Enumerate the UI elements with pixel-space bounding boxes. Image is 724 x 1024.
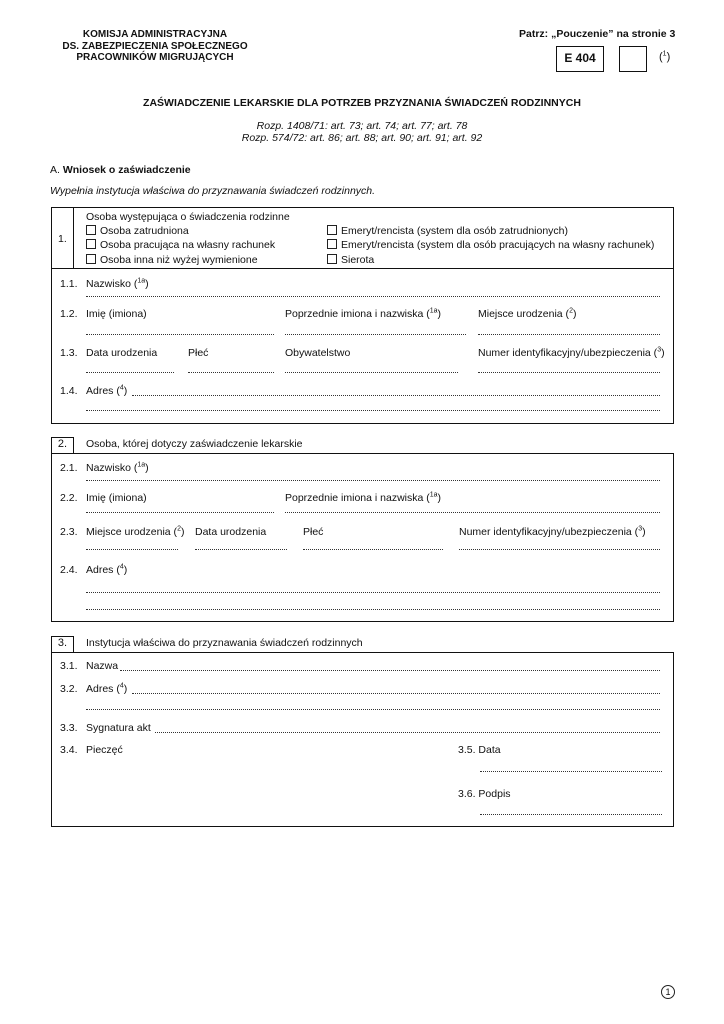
regulation-line-1: Rozp. 1408/71: art. 73; art. 74; art. 77; art. 78 bbox=[256, 120, 468, 132]
field-3-2-address-line-2[interactable] bbox=[86, 709, 660, 710]
field-1-2-number: 1.2. bbox=[60, 308, 78, 320]
form-code: E 404 bbox=[564, 51, 596, 65]
org-line-2: DS. ZABEZPIECZENIA SPOŁECZNEGO bbox=[62, 40, 248, 52]
field-1-1-number: 1.1. bbox=[60, 278, 78, 290]
field-2-3-sex-label: Płeć bbox=[303, 526, 324, 538]
field-1-3-birth-date-label: Data urodzenia bbox=[86, 347, 158, 359]
field-2-4-number: 2.4. bbox=[60, 564, 78, 576]
field-3-5-date-label: 3.5. Data bbox=[458, 744, 501, 756]
field-3-3-label: Sygnatura akt bbox=[86, 722, 151, 734]
field-1-4-number: 1.4. bbox=[60, 385, 78, 397]
form-code-box bbox=[556, 46, 604, 72]
checkbox[interactable] bbox=[327, 239, 337, 249]
field-2-3-birthplace-line[interactable] bbox=[86, 549, 178, 550]
field-3-6-signature-line[interactable] bbox=[480, 814, 662, 815]
part3-number: 3. bbox=[57, 637, 68, 649]
footnote-reference: ($^1$) bbox=[659, 50, 671, 63]
field-1-1-input-line[interactable] bbox=[86, 296, 660, 297]
field-2-4-label: Adres ($^4$) bbox=[86, 563, 128, 576]
checkbox[interactable] bbox=[86, 225, 96, 235]
field-2-4-address-line-2[interactable] bbox=[86, 609, 660, 610]
regulations bbox=[0, 120, 724, 144]
field-2-2-number: 2.2. bbox=[60, 492, 78, 504]
section-a-heading bbox=[50, 164, 191, 176]
field-1-2-birthplace-line[interactable] bbox=[478, 334, 660, 335]
part1-fields-box bbox=[51, 268, 674, 424]
part1-number: 1. bbox=[58, 233, 67, 245]
part1-checkbox-other[interactable] bbox=[86, 254, 258, 266]
section-a-instruction: Wypełnia instytucja właściwa do przyznawania świadczeń rodzinnych. bbox=[50, 185, 376, 197]
part1-number-divider bbox=[73, 207, 74, 269]
part2-number-box bbox=[51, 437, 74, 454]
field-3-3-number: 3.3. bbox=[60, 722, 78, 734]
field-2-1-label: Nazwisko ($^{1a}$) bbox=[86, 461, 149, 474]
field-1-1-label: Nazwisko ($^{1a}$) bbox=[86, 277, 149, 290]
field-1-4-address-line-1[interactable] bbox=[132, 395, 660, 396]
checkbox-label: Emeryt/rencista (system dla osób zatrudnionych) bbox=[341, 225, 569, 237]
part2-heading: Osoba, której dotyczy zaświadczenie lekarskie bbox=[86, 438, 303, 450]
checkbox[interactable] bbox=[327, 225, 337, 235]
field-2-3-birth-date-label: Data urodzenia bbox=[195, 526, 267, 538]
field-1-4-address-line-2[interactable] bbox=[86, 410, 660, 411]
field-2-1-number: 2.1. bbox=[60, 462, 78, 474]
part1-checkbox-employed[interactable] bbox=[86, 225, 189, 237]
field-1-2-previous-names-label: Poprzednie imiona i nazwiska ($^{1a}$) bbox=[285, 307, 442, 320]
field-3-5-date-line[interactable] bbox=[480, 771, 662, 772]
part1-checkbox-pensioner-self-employed[interactable] bbox=[327, 239, 654, 251]
field-3-1-label: Nazwa bbox=[86, 660, 119, 672]
field-1-3-citizenship-line[interactable] bbox=[285, 372, 458, 373]
field-2-3-birthplace-label: Miejsce urodzenia ($^2$) bbox=[86, 525, 185, 538]
field-1-2-birthplace-label: Miejsce urodzenia ($^2$) bbox=[478, 307, 577, 320]
field-2-3-id-number-label: Numer identyfikacyjny/ubezpieczenia ($^3$) bbox=[459, 525, 646, 538]
field-3-4-stamp-label: Pieczęć bbox=[86, 744, 123, 756]
field-2-2-first-name-line[interactable] bbox=[86, 512, 274, 513]
field-3-6-signature-label: 3.6. Podpis bbox=[458, 788, 511, 800]
field-3-1-number: 3.1. bbox=[60, 660, 78, 672]
field-2-3-number: 2.3. bbox=[60, 526, 78, 538]
section-a-letter: A. bbox=[50, 164, 60, 176]
field-1-3-id-number-line[interactable] bbox=[478, 372, 660, 373]
field-1-3-sex-line[interactable] bbox=[188, 372, 274, 373]
field-1-2-previous-names-line[interactable] bbox=[285, 334, 466, 335]
issuing-commission bbox=[40, 29, 270, 64]
field-2-2-previous-names-line[interactable] bbox=[285, 512, 660, 513]
part1-heading: Osoba występująca o świadczenia rodzinne bbox=[86, 211, 290, 223]
org-line-1: KOMISJA ADMINISTRACYJNA bbox=[82, 29, 228, 40]
checkbox[interactable] bbox=[86, 254, 96, 264]
field-1-3-sex-label: Płeć bbox=[188, 347, 209, 359]
checkbox-label: Sierota bbox=[341, 254, 375, 266]
checkbox-label: Emeryt/rencista (system dla osób pracujących na własny rachunek) bbox=[341, 239, 655, 251]
field-1-4-label: Adres ($^4$) bbox=[86, 384, 128, 397]
checkbox[interactable] bbox=[86, 239, 96, 249]
field-1-3-number: 1.3. bbox=[60, 347, 78, 359]
field-1-2-label: Imię (imiona) bbox=[86, 308, 147, 320]
field-2-2-previous-names-label: Poprzednie imiona i nazwiska ($^{1a}$) bbox=[285, 491, 442, 504]
field-1-3-citizenship-label: Obywatelstwo bbox=[285, 347, 351, 359]
checkbox[interactable] bbox=[327, 254, 337, 264]
org-line-3: PRACOWNIKÓW MIGRUJĄCYCH bbox=[76, 52, 234, 63]
part1-checkbox-pensioner-employed[interactable] bbox=[327, 225, 568, 237]
field-3-1-input-line[interactable] bbox=[120, 670, 660, 671]
country-code-box[interactable] bbox=[619, 46, 647, 72]
page-number-marker bbox=[661, 985, 675, 999]
field-1-2-first-name-line[interactable] bbox=[86, 334, 274, 335]
part2-number: 2. bbox=[57, 438, 68, 450]
regulation-line-2: Rozp. 574/72: art. 86; art. 88; art. 90; art. 91; art. 92 bbox=[241, 132, 483, 144]
field-3-2-address-line-1[interactable] bbox=[132, 693, 660, 694]
field-2-3-sex-line[interactable] bbox=[303, 549, 443, 550]
part1-checkbox-orphan[interactable] bbox=[327, 254, 374, 266]
field-3-3-input-line[interactable] bbox=[155, 732, 660, 733]
document-title: ZAŚWIADCZENIE LEKARSKIE DLA POTRZEB PRZYZNANIA ŚWIADCZEŃ RODZINNYCH bbox=[143, 97, 581, 109]
checkbox-label: Osoba pracująca na własny rachunek bbox=[100, 239, 276, 251]
part3-heading: Instytucja właściwa do przyznawania świadczeń rodzinnych bbox=[86, 637, 363, 649]
page-number: 1 bbox=[661, 985, 675, 999]
field-2-3-birth-date-line[interactable] bbox=[195, 549, 287, 550]
field-1-3-id-number-label: Numer identyfikacyjny/ubezpieczenia ($^3$) bbox=[478, 346, 665, 359]
part3-number-box bbox=[51, 636, 74, 653]
field-2-3-id-number-line[interactable] bbox=[459, 549, 660, 550]
part3-fields-box bbox=[51, 652, 674, 827]
field-3-2-label: Adres ($^4$) bbox=[86, 682, 128, 695]
field-3-4-number: 3.4. bbox=[60, 744, 78, 756]
field-1-3-birth-date-line[interactable] bbox=[86, 372, 174, 373]
field-3-2-number: 3.2. bbox=[60, 683, 78, 695]
section-a-title: Wniosek o zaświadczenie bbox=[62, 164, 191, 176]
field-2-2-label: Imię (imiona) bbox=[86, 492, 147, 504]
checkbox-label: Osoba zatrudniona bbox=[100, 225, 189, 237]
field-2-1-input-line[interactable] bbox=[86, 480, 660, 481]
field-2-4-address-line-1[interactable] bbox=[86, 592, 660, 593]
part1-checkbox-self-employed[interactable] bbox=[86, 239, 275, 251]
see-instructions-note: Patrz: „Pouczenie” na stronie 3 bbox=[519, 28, 676, 40]
checkbox-label: Osoba inna niż wyżej wymienione bbox=[100, 254, 258, 266]
